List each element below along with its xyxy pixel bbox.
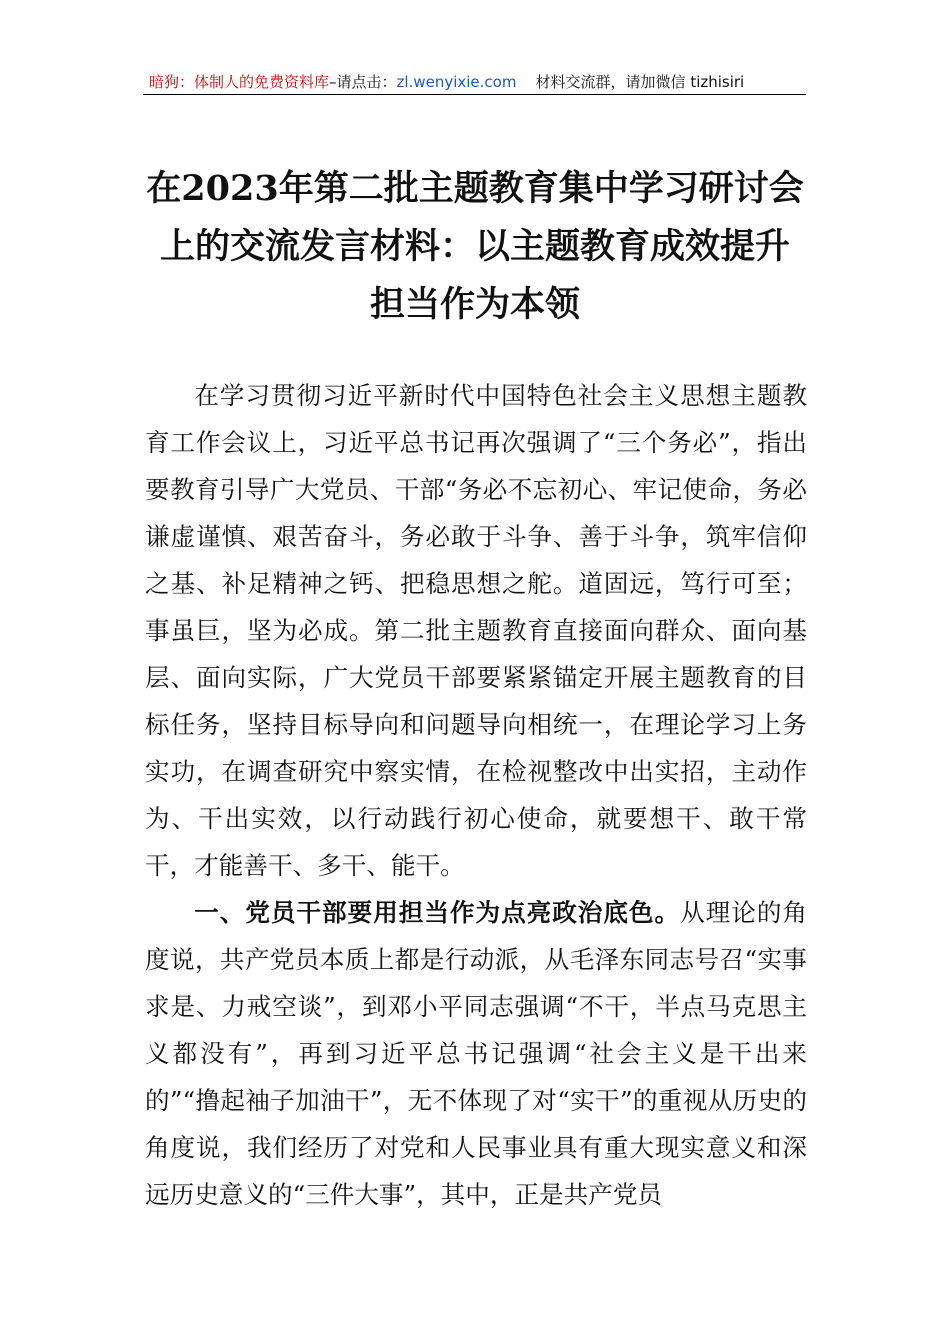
document-title (140, 160, 810, 334)
section-1-text: 从理论的角度说，共产党员本质上都是行动派，从毛泽东同志号召“实事求是、力戒空谈”，到邓小平同志强调“不干，半点马克思主义都没有”，再到习近平总书记强调“社会主义是干出来的”“撸起袖子加油干”，无不体现了对“实干”的重视从历史的角度说，我们经历了对党和人民事业具有重大现实意义和深远历史意义的“三件大事”，其中，正是共产党员 (145, 898, 807, 1209)
paragraph-section-1 (145, 889, 807, 1218)
header-url-link[interactable]: zl.wenyixie.com (396, 73, 517, 91)
document-body (145, 372, 807, 1218)
title-line-2: 上的交流发言材料：以主题教育成效提升 (159, 226, 790, 267)
page-header (143, 64, 806, 95)
header-prompt: –请点击： (329, 73, 397, 91)
title-line-1: 在2023年第二批主题教育集中学习研讨会 (146, 168, 804, 209)
title-line-3: 担当作为本领 (369, 284, 580, 325)
section-1-heading: 一、党员干部要用担当作为点亮政治底色。 (194, 898, 681, 927)
paragraph-intro: 在学习贯彻习近平新时代中国特色社会主义思想主题教育工作会议上，习近平总书记再次强调了“三个务必”，指出要教育引导广大党员、干部“务必不忘初心、牢记使命，务必谦虚谨慎、艰苦奋斗，务必敢于斗争、善于斗争，筑牢信仰之基、补足精神之钙、把稳思想之舵。道固远，笃行可至；事虽巨，坚为必成。第二批主题教育直接面向群众、面向基层、面向实际，广大党员干部要紧紧锚定开展主题教育的目标任务，坚持目标导向和问题导向相统一，在理论学习上务实功，在调查研究中察实情，在检视整改中出实招，主动作为、干出实效，以行动践行初心使命，就要想干、敢干常干，才能善干、多干、能干。 (145, 381, 807, 880)
header-site-name: 暗狗：体制人的免费资料库 (149, 73, 330, 91)
header-line (149, 71, 744, 92)
header-contact: 材料交流群，请加微信 tizhisiri (535, 73, 745, 91)
